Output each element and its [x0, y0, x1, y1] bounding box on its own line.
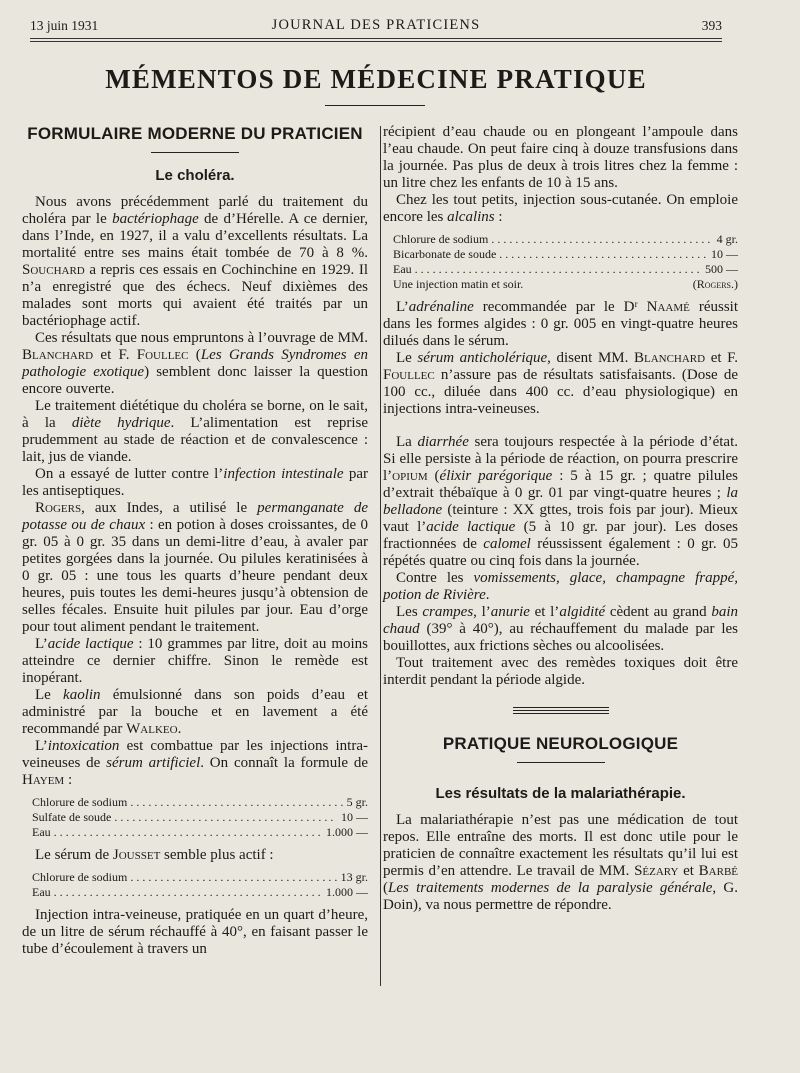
text-run: bain chaud [383, 604, 738, 637]
text-run: Le [396, 350, 418, 366]
formula-ingredient: Sulfate de soude . . . [32, 810, 337, 825]
text-run: crampes [422, 604, 474, 620]
text-run: L’ [396, 299, 409, 315]
formula-row [393, 232, 738, 247]
formula-quantity: 13 gr. [340, 870, 368, 884]
paragraph [22, 466, 368, 500]
text-run: intoxication [47, 738, 120, 754]
text-run: Les traitements modernes de la paralysie générale [388, 880, 713, 896]
text-run: ) semblent donc laisser la question encore ouverte. [22, 364, 368, 397]
text-run: alcalins [447, 209, 495, 225]
text-run: Walkeo [126, 721, 178, 737]
text-run: (teinture : XX gttes, trois fois par jour). Mieux vaut l’ [383, 502, 738, 535]
text-run: On a essayé de lutter contre l’ [35, 466, 224, 482]
text-run: Les [396, 604, 423, 620]
text-run: . On connaît la formule de [200, 755, 369, 771]
text-run: infection intestinale [223, 466, 344, 482]
right-column [383, 124, 738, 914]
text-run: , aux Indes, a utilisé le [81, 500, 258, 516]
text-run: Le sérum de [35, 847, 113, 863]
formula-row [32, 870, 368, 885]
text-run: bactériophage [112, 211, 199, 227]
text-run: de d’Hérelle. A ce dernier, dans l’Inde, en 1927, il a valu d’excellents résultats. La mortalité entre ses mains était tombée de 70 à 8 %. [22, 211, 368, 261]
paragraph [383, 192, 738, 226]
page-title: MÉMENTOS DE MÉDECINE PRATIQUE [105, 64, 647, 94]
text-run: : en potion à doses croissantes, de 0 gr. 05 à 0 gr. 35 dans un demi-litre d’eau, à avaler par petites gorgées dans la journée. Ou pilules keratinisées à 0 gr. 05 : une tous les quarts d’heure pendant deux heures, puis toutes les demi-heures jusqu’à obtension de selles fécales. Ensuite huit pilules par jour. Eau d’orge pour tout aliment pendant le traitement. [22, 517, 368, 635]
text-run: et [678, 863, 699, 879]
section-title-neurologique: PRATIQUE NEUROLOGIQUE [442, 734, 679, 753]
text-run: n’assure pas de résultats satisfaisants. (Dose de 100 cc., diluée dans 400 cc. d’eau physiologique) en injections intra-veineuses. [383, 367, 738, 417]
text-run: la belladone [383, 485, 738, 518]
text-run: : [64, 772, 73, 788]
formula-quantity: 1.000 — [326, 885, 368, 899]
text-run: acide lactique [47, 636, 134, 652]
text-run: permanganate de potasse ou de chaux [22, 500, 369, 533]
header-rule [30, 38, 722, 39]
text-run: Les Grands Syndromes en pathologie exotique [22, 347, 368, 380]
text-run: par les antiseptiques. [22, 466, 368, 499]
formula-quantity: 5 gr. [346, 795, 368, 809]
text-run: est combattue par les injections intra-veineuses de [22, 738, 368, 771]
text-run: sérum artificiel [106, 755, 201, 771]
decorative-rule [513, 707, 609, 714]
paragraph [383, 604, 738, 655]
text-run: adrénaline [408, 299, 474, 315]
formula-quantity: 10 — [711, 247, 738, 261]
text-run: . L’alimentation est reprise prudemment au stade de réaction et de convalescence : lait, jus de viande. [22, 415, 369, 465]
formula-ingredient: Chlorure de sodium . . . [32, 870, 337, 885]
paragraph [22, 847, 368, 864]
formula-row [32, 810, 368, 825]
formula-ingredient: Eau . . . [32, 885, 322, 900]
formula-ingredient: Eau . . . [393, 262, 701, 277]
paragraph [22, 330, 368, 398]
formula-table-alcalins [393, 232, 738, 292]
formula-table-alcalins-rows [393, 232, 738, 277]
text-run: Barbé [698, 863, 739, 879]
text-run: Contre les [396, 570, 474, 586]
text-run: Foullec [383, 367, 435, 383]
text-run: Foullec [136, 347, 189, 363]
text-run: L’ [35, 738, 48, 754]
formula-quantity: 10 — [341, 810, 368, 824]
formula-ingredient: Eau . . . [32, 825, 322, 840]
text-run: Tout traitement avec des remèdes toxiques doit être interdit pendant la période algide. [383, 655, 738, 688]
text-run: Sézary [634, 863, 679, 879]
paragraph [383, 812, 738, 914]
text-run: Injection intra-veineuse, pratiquée en un quart d’heure, de un litre de sérum réchauffé à 40°, en faisant passer le tube d’écoulement à travers un [22, 907, 368, 957]
text-run: : 5 à 15 gr. ; quatre pilules d’extrait thébaïque à 0 gr. 01 par vingt-quatre heures ; [383, 468, 738, 501]
formula-ingredient: Bicarbonate de soude . . . [393, 247, 707, 262]
text-run: diète hydrique [71, 415, 171, 431]
formula-table-hayem [32, 795, 368, 840]
text-run: algidité [559, 604, 606, 620]
text-run: ( [427, 468, 440, 484]
text-run: : 10 grammes par litre, doit au moins atteindre ce dernier chiffre. Sinon le remède est inopérant. [22, 636, 368, 686]
text-run: : [494, 209, 503, 225]
subtitle-cholera: Le choléra. [155, 167, 235, 184]
subtitle-malariatherapie: Les résultats de la malariathérapie. [435, 785, 686, 802]
paragraph [22, 687, 368, 738]
text-run: récipient d’eau chaude ou en plongeant l’ampoule dans l’eau chaude. On peut faire cinq à douze transfusions dans la journée. Pas plus de deux à trois litres chez la femme : un litre chez les enfants de 10 à 15 ans. [383, 124, 738, 191]
text-run: Ces résultats que nous empruntons à l’ouvrage de MM. [35, 330, 368, 346]
text-run: et F. [93, 347, 137, 363]
formula-row [393, 262, 738, 277]
formula-quantity: 4 gr. [716, 232, 738, 246]
text-run: vomissements, glace, champagne frappé, potion de Rivière [383, 570, 738, 603]
text-run: Blanchard [22, 347, 94, 363]
text-run: Nous avons précédemment parlé du traitement du choléra par le [22, 194, 368, 227]
text-run: réussissent également : 0 gr. 05 répétés quatre ou cinq fois dans la journée. [383, 536, 739, 569]
paragraph [22, 636, 368, 687]
text-run: Jousset [112, 847, 161, 863]
header-page-number: 393 [701, 18, 722, 33]
text-run: Rogers [35, 500, 82, 516]
text-run: anurie [490, 604, 530, 620]
text-run: opium [392, 468, 428, 484]
text-run: a repris ces essais en Cochinchine en 1929. Il n’a enregistré que des échecs. Neuf dixièmes des malades sont morts qui avaient été traités par un bactériophage actif. [22, 262, 368, 329]
text-run: , disent MM. [547, 350, 634, 366]
text-run: recommandée par le Dʳ [473, 299, 647, 315]
text-run: , l’ [473, 604, 491, 620]
section-rule [517, 762, 605, 763]
text-run: élixir parégorique [439, 468, 553, 484]
paragraph-gap [383, 418, 738, 434]
column-divider [380, 126, 381, 986]
text-run: calomel [483, 536, 531, 552]
text-run: sera toujours respectée à la période d’état. Si elle persiste à la période de réaction, on pourra prescrire l’ [383, 434, 738, 484]
formula-ingredient: Chlorure de sodium . . . [393, 232, 713, 247]
text-run: L’ [35, 636, 48, 652]
text-run: cèdent au grand [605, 604, 712, 620]
header-date: 13 juin 1931 [30, 18, 99, 33]
text-run: ( [383, 880, 388, 896]
left-column [22, 124, 368, 958]
paragraph [383, 570, 738, 604]
running-header [30, 14, 722, 38]
paragraph [383, 124, 738, 192]
text-run: Souchard [22, 262, 85, 278]
text-run: et F. [705, 350, 738, 366]
text-run: , G. Doin), va nous permettre de répondre. [383, 880, 738, 913]
paragraph [22, 194, 368, 330]
text-run: . [485, 587, 490, 603]
text-run: sérum anticholérique [417, 350, 548, 366]
formula-row [393, 247, 738, 262]
paragraph [22, 907, 368, 958]
text-run: Blanchard [633, 350, 706, 366]
title-rule [325, 105, 425, 106]
formula-row [32, 825, 368, 840]
text-run: Le traitement diététique du choléra se borne, on le sait, à la [22, 398, 368, 431]
text-run: Le [35, 687, 64, 703]
text-run: Hayem [22, 772, 65, 788]
formula-quantity: 1.000 — [326, 825, 368, 839]
text-run: diarrhée [417, 434, 469, 450]
text-run: ( [188, 347, 201, 363]
text-run: émulsionné dans son poids d’eau et administré par la bouche et en lavement a été recommandé par [22, 687, 368, 737]
paragraph [383, 299, 738, 350]
formula-note-text: Une injection matin et soir. [393, 277, 524, 291]
header-journal-name: JOURNAL DES PRATICIENS [271, 17, 481, 33]
formula-note-author: (Rogers.) [692, 277, 738, 291]
text-run: (5 à 10 gr. par jour). Les doses fractionnées de [383, 519, 738, 552]
text-run: kaolin [63, 687, 101, 703]
text-run: Chez les tout petits, injection sous-cutanée. On emploie encore les [383, 192, 738, 225]
paragraph [22, 500, 368, 636]
text-run: réussit dans les formes algides : 0 gr. 005 en vingt-quatre heures dilués dans le sérum. [383, 299, 738, 349]
text-run: . [177, 721, 182, 737]
paragraph [383, 655, 738, 689]
paragraph [383, 350, 738, 418]
header-rule-double [30, 41, 722, 42]
text-run: semble plus actif : [160, 847, 274, 863]
formula-quantity: 500 — [705, 262, 738, 276]
formula-row [32, 795, 368, 810]
text-run: La [396, 434, 418, 450]
paragraph [22, 398, 368, 466]
formula-row [32, 885, 368, 900]
formula-ingredient: Chlorure de sodium . . . [32, 795, 343, 810]
text-run: Naamé [646, 299, 690, 315]
text-run: acide lactique [426, 519, 516, 535]
text-run: (39° à 40°), au réchauffement du malade par les bouillottes, aux frictions sèches ou alcoolisées. [383, 621, 738, 654]
paragraph [383, 434, 738, 570]
text-run: La malariathérapie n’est pas une médication de tout repos. Elle entraîne des morts. Il est donc utile pour le praticien de connaître exactement les résultats qu’il lui est permis d’en attendre. Le travail de MM. [383, 812, 738, 879]
section-rule [151, 152, 239, 153]
text-run: et l’ [529, 604, 560, 620]
formula-note [393, 277, 738, 292]
section-title-formulaire: FORMULAIRE MODERNE DU PRATICIEN [27, 124, 363, 143]
formula-table-jousset [32, 870, 368, 900]
paragraph [22, 738, 368, 789]
